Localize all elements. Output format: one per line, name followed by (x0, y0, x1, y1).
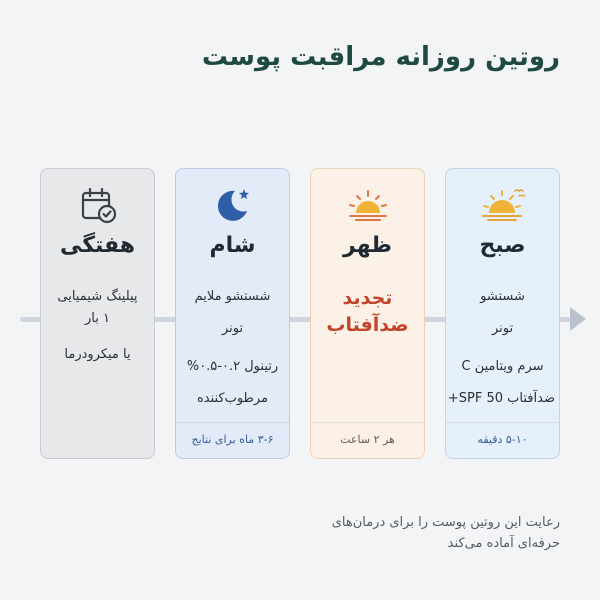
card-morning (445, 168, 560, 459)
footer-note (332, 512, 560, 554)
card-evening (175, 168, 290, 459)
card-noon (310, 168, 425, 459)
card-divider (176, 422, 289, 423)
card-highlight-line: تجدید (342, 287, 393, 309)
card-title: هفتگی (59, 233, 136, 258)
card-highlight-line: ضدآفتاب (326, 314, 409, 336)
page-title: روتین روزانه مراقبت پوست (201, 42, 560, 72)
card-title: ظهر (343, 233, 392, 258)
card-line: ضدآفتاب SPF 50+ (447, 391, 555, 406)
card-title: شام (209, 233, 256, 258)
card-footer: هر ۲ ساعت (340, 433, 395, 446)
footer-note-line: حرفه‌ای آماده می‌کند (447, 536, 560, 551)
card-title: صبح (479, 233, 526, 258)
card-line: یا میکرودرما (64, 347, 131, 362)
moon-star-icon (176, 185, 289, 225)
card-line: پیلینگ شیمیایی (57, 289, 138, 304)
card-line: تونر (491, 321, 514, 336)
card-weekly (40, 168, 155, 459)
card-line: شستشو (480, 289, 525, 304)
card-line: شستشو ملایم (194, 289, 271, 304)
sun-horizon-icon (311, 185, 424, 225)
card-footer: ۳-۶ ماه برای نتایج (191, 433, 274, 446)
footer-note-line: رعایت این روتین پوست را برای درمان‌های (331, 515, 560, 530)
card-divider (446, 422, 559, 423)
card-line: سرم ویتامین C (461, 359, 544, 374)
card-line: تونر (221, 321, 244, 336)
timeline-arrow-icon (570, 307, 586, 331)
card-divider (311, 422, 424, 423)
routine-cards (40, 168, 560, 461)
card-line: مرطوب‌کننده (196, 391, 269, 406)
card-line: رتینول ۰.۲-۰.۵% (186, 359, 279, 374)
card-footer: ۵-۱۰ دقیقه (477, 433, 528, 446)
calendar-check-icon (41, 185, 154, 225)
sunrise-birds-icon (446, 185, 559, 225)
card-line: ۱ بار (85, 311, 110, 326)
